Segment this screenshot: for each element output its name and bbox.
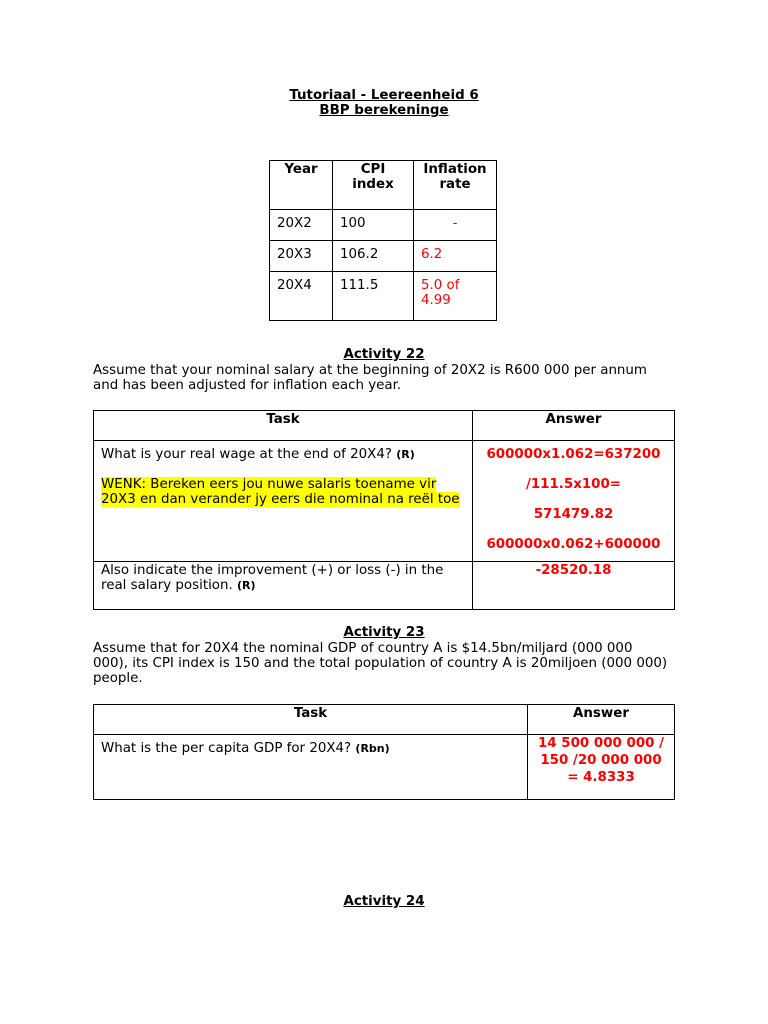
activity22-table — [93, 410, 675, 610]
answer-cell — [473, 441, 675, 562]
activity23-header-row — [94, 705, 675, 735]
activity22-heading: Activity 22 — [343, 347, 425, 362]
task-cell: What is the per capita GDP for 20X4? (Rbn) — [94, 735, 528, 800]
activity22-intro: Assume that your nominal salary at the beginning of 20X2 is R600 000 per annum and has been adjusted for inflation each year. — [93, 363, 647, 393]
table-row — [94, 562, 675, 610]
answer-header: Answer — [528, 705, 675, 735]
answer-header: Answer — [473, 411, 675, 441]
table-row — [270, 241, 497, 272]
cpi-table-header-row — [270, 161, 497, 210]
page-subtitle: BBP berekeninge — [319, 103, 449, 118]
unit-label: (R) — [396, 448, 415, 461]
col-header-cpi: CPI index — [333, 161, 414, 210]
inflation-cell: 6.2 — [414, 241, 497, 272]
cpi-table — [269, 160, 497, 321]
table-row — [270, 272, 497, 321]
activity22-header-row — [94, 411, 675, 441]
col-header-year: Year — [270, 161, 333, 210]
task-cell — [94, 441, 473, 562]
answer-line: /111.5x100= — [525, 477, 622, 492]
inflation-cell: - — [414, 210, 497, 241]
year-cell: 20X4 — [270, 272, 333, 321]
unit-label: (Rbn) — [355, 742, 390, 755]
inflation-cell: 5.0 of 4.99 — [414, 272, 497, 321]
col-header-inflation: Inflation rate — [414, 161, 497, 210]
unit-label: (R) — [237, 579, 256, 592]
table-row — [94, 441, 675, 562]
activity23-table — [93, 704, 675, 800]
table-row — [94, 735, 675, 800]
answer-cell: -28520.18 — [473, 562, 675, 610]
answer-line: 600000x1.062=637200 — [486, 447, 661, 462]
task-question: What is your real wage at the end of 20X4? (R) — [101, 447, 415, 462]
cpi-cell: 100 — [333, 210, 414, 241]
hint-text: WENK: Bereken eers jou nuwe salaris toename vir 20X3 en dan verander jy eers die nominal na reël toe — [101, 477, 460, 507]
answer-cell: 14 500 000 000 / 150 /20 000 000 = 4.8333 — [528, 735, 675, 800]
cpi-cell: 111.5 — [333, 272, 414, 321]
activity24-heading: Activity 24 — [343, 894, 425, 909]
activity23-heading: Activity 23 — [343, 625, 425, 640]
task-header: Task — [94, 705, 528, 735]
year-cell: 20X3 — [270, 241, 333, 272]
cpi-cell: 106.2 — [333, 241, 414, 272]
year-cell: 20X2 — [270, 210, 333, 241]
answer-line: 571479.82 — [533, 507, 614, 522]
activity23-intro: Assume that for 20X4 the nominal GDP of country A is $14.5bn/miljard (000 000 000), its CPI index is 150 and the total population of country A is 20miljoen (000 000) people. — [93, 641, 668, 686]
task-header: Task — [94, 411, 473, 441]
page-title: Tutoriaal - Leereenheid 6 — [289, 88, 479, 103]
task-cell: Also indicate the improvement (+) or loss (-) in the real salary position. (R) — [94, 562, 473, 610]
table-row — [270, 210, 497, 241]
answer-line: 600000x0.062+600000 — [486, 537, 661, 552]
